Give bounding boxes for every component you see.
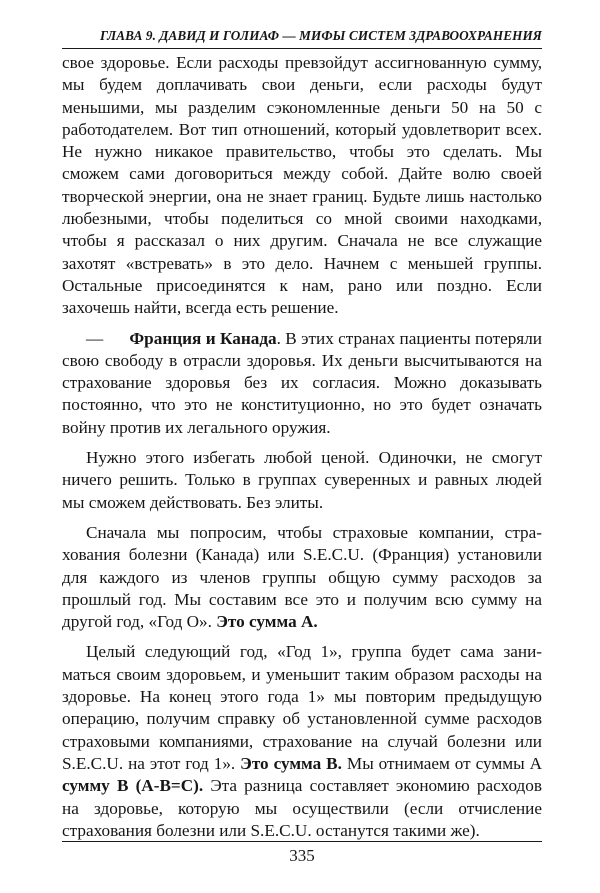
paragraph-3 (62, 447, 542, 514)
header-rule (62, 48, 542, 49)
paragraph-5-text-b: Мы отнимаем от суммы А (346, 753, 543, 773)
running-head: ГЛАВА 9. ДАВИД И ГОЛИАФ — МИФЫ СИСТЕМ ЗДРАВООХРАНЕНИЯ (99, 28, 542, 43)
paragraph-5-text-c: Эта разница составляет экономию расходов на здоровье, которую мы осуществили (если отчисление страхования болезни или S.E.C.U. останутся такими же). (62, 776, 543, 840)
paragraph-2-bold-lead: Франция и Канада (129, 328, 277, 348)
paragraph-2-text: . В этих странах пациенты потеряли свою свободу в отрасли здоровья. Их деньги высчитываются на страхование здоровья без их согласия. Можно доказывать постоянно, что это не конституционно, но это будет означать войну против их легального оружия. (62, 328, 542, 437)
book-page (62, 28, 542, 878)
paragraph-5-text-a: Целый следующий год, «Год 1», группа будет сама заниматься своим здоровьем, и уменьшит таким образом расходы на здоровье. На конец этого года 1» мы повторим предыдущую операцию, получим справку об установленной сумме расходов страховыми компаниями, страхование на случай болезни или S.E.C.U. на этот год 1». (62, 642, 542, 773)
page-number: 335 (289, 846, 315, 865)
paragraph-2-dash: — (86, 328, 104, 348)
paragraph-3-text: Нужно этого избегать любой ценой. Одиночки, не смогут ничего решить. Только в группах суверенных и равных людей мы сможем действовать. Без элиты. (62, 448, 542, 512)
paragraph-4 (62, 522, 542, 633)
paragraph-5-bold-b: Это сумма В. (240, 753, 342, 773)
paragraph-5 (62, 641, 542, 842)
body-text (62, 52, 542, 842)
paragraph-1-text: свое здоровье. Если расходы превзойдут ассигнованную сумму, мы будем доплачивать свои деньги, если расходы будут меньшими, мы разделим сэкономленные деньги 50 на 50 с работодателем. Вот тип отношений, который удовлетворит всех. Не нужно никакое правительство, чтобы это сделать. Мы сможем сами договориться между собой. Дайте волю своей творческой энергии, она не знает границ. Будьте лишь настолько любезными, чтобы поделиться со мной своими находками, чтобы я рассказал о них другим. Сначала не все служащие захотят «встревать» в это дело. Начнем с меньшей группы. Остальные присоединятся к нам, рано или поздно. Если захочешь найти, всегда есть решение. (62, 53, 542, 318)
paragraph-5-bold-c: сумму В (А-В=С). (62, 776, 204, 796)
paragraph-1 (62, 52, 542, 320)
paragraph-2 (62, 328, 542, 439)
paragraph-4-bold-end: Это сумма А. (216, 612, 318, 632)
footer-rule (62, 841, 542, 842)
paragraph-4-text: Сначала мы попросим, чтобы страховые компании, страхования болезни (Канада) или S.E.C.U. (Франция) установили для каждого из членов группы общую сумму расходов за прошлый год. Мы составим все это и получим всю сумму на другой год, «Год О». (62, 522, 542, 632)
